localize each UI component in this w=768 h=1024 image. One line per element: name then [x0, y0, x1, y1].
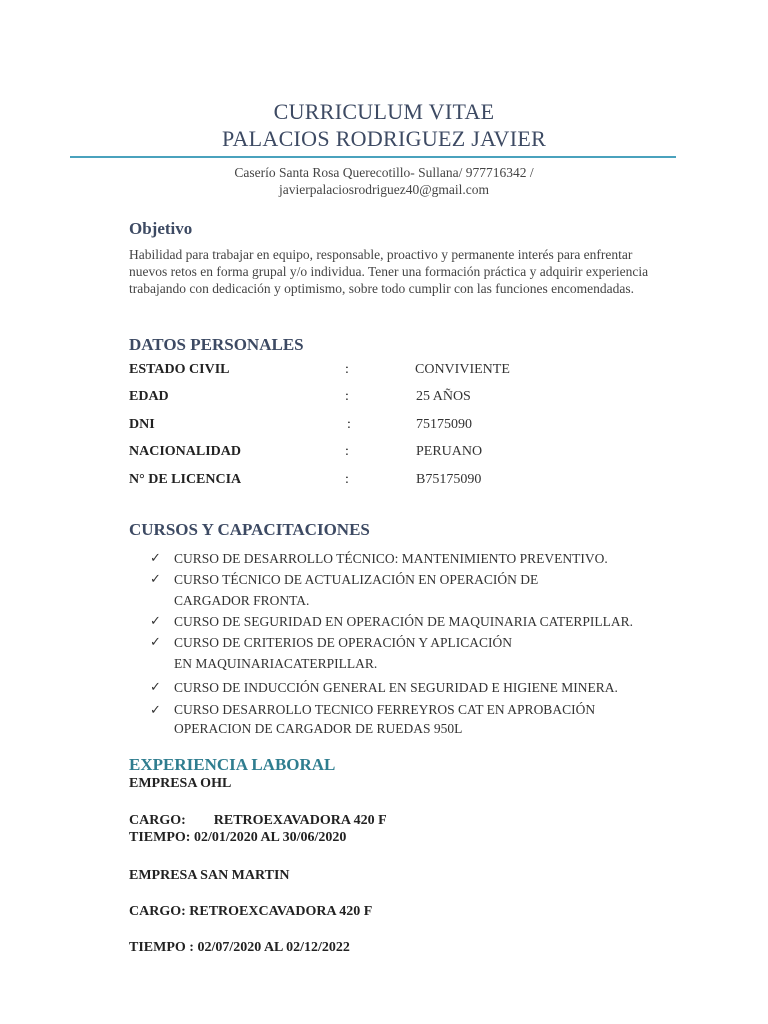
- checkmark-icon: ✓: [150, 614, 161, 629]
- header-divider: [70, 156, 676, 158]
- personal-data-heading: DATOS PERSONALES: [129, 335, 304, 354]
- row-key: NACIONALIDAD: [129, 444, 242, 459]
- experience-company: EMPRESA OHL: [129, 776, 232, 791]
- row-value: PERUANO: [416, 444, 483, 459]
- row-sep: :: [347, 417, 351, 432]
- personal-row-dni: [129, 417, 689, 435]
- row-sep: :: [345, 389, 349, 404]
- row-sep: :: [345, 472, 349, 487]
- personal-row-civil-status: [129, 362, 689, 380]
- personal-row-license: [129, 472, 689, 490]
- cv-title: CURRICULUM VITAE: [273, 99, 495, 124]
- row-key: N° DE LICENCIA: [129, 472, 242, 487]
- objective-text: Habilidad para trabajar en equipo, responsable, proactivo y permanente interés para enfrentar nuevos retos en forma grupal y/o individua. Tener una formación práctica y adquirir experiencia trabajando con dedicación y optimismo, sobre todo cumplir con las funciones encomendadas.: [129, 247, 649, 296]
- experience-period: TIEMPO : 02/07/2020 AL 02/12/2022: [129, 940, 350, 955]
- experience-role: CARGO: RETROEXCAVADORA 420 F: [129, 904, 373, 919]
- row-value: B75175090: [416, 472, 482, 487]
- experience-company: EMPRESA SAN MARTIN: [129, 868, 290, 883]
- personal-row-age: [129, 389, 689, 407]
- row-key: EDAD: [129, 389, 169, 404]
- candidate-name: PALACIOS RODRIGUEZ JAVIER: [221, 126, 547, 151]
- course-text: CURSO DE DESARROLLO TÉCNICO: MANTENIMIENTO PREVENTIVO.: [174, 551, 608, 566]
- row-value: 75175090: [416, 417, 472, 432]
- course-text: CURSO DE SEGURIDAD EN OPERACIÓN DE MAQUINARIA CATERPILLAR.: [174, 614, 634, 629]
- row-value: CONVIVIENTE: [415, 362, 510, 377]
- checkmark-icon: ✓: [150, 635, 161, 650]
- row-key: DNI: [129, 417, 155, 432]
- row-value: 25 AÑOS: [416, 389, 471, 404]
- contact-email: javierpalaciosrodriguez40@gmail.com: [279, 182, 489, 197]
- experience-heading: EXPERIENCIA LABORAL: [129, 755, 336, 774]
- personal-row-nationality: [129, 444, 689, 462]
- objective-heading: Objetivo: [129, 219, 193, 238]
- course-text: CURSO DE INDUCCIÓN GENERAL EN SEGURIDAD E HIGIENE MINERA.: [174, 680, 618, 695]
- experience-role: CARGO: RETROEXAVADORA 420 F: [129, 813, 387, 828]
- course-text: CURSO DESARROLLO TECNICO FERREYROS CAT EN APROBACIÓN OPERACION DE CARGADOR DE RUEDAS 950L: [174, 702, 596, 736]
- row-sep: :: [345, 362, 349, 377]
- checkmark-icon: ✓: [150, 572, 161, 587]
- course-text: CURSO TÉCNICO DE ACTUALIZACIÓN EN OPERACIÓN DE CARGADOR FRONTA.: [174, 572, 539, 608]
- contact-address-phone: Caserío Santa Rosa Querecotillo- Sullana/ 977716342 /: [234, 165, 534, 180]
- row-key: ESTADO CIVIL: [129, 362, 230, 377]
- checkmark-icon: ✓: [150, 703, 161, 718]
- course-text: CURSO DE CRITERIOS DE OPERACIÓN Y APLICACIÓN EN MAQUINARIACATERPILLAR.: [174, 635, 513, 671]
- experience-period: TIEMPO: 02/01/2020 AL 30/06/2020: [129, 830, 347, 845]
- checkmark-icon: ✓: [150, 680, 161, 695]
- courses-heading: CURSOS Y CAPACITACIONES: [129, 520, 370, 539]
- checkmark-icon: ✓: [150, 551, 161, 566]
- row-sep: :: [345, 444, 349, 459]
